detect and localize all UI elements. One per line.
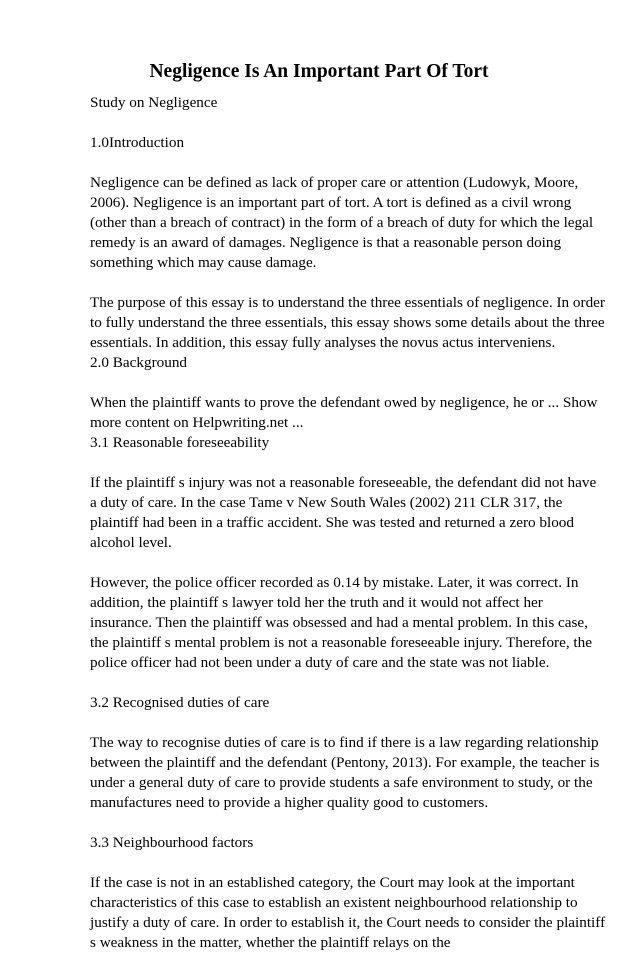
text-line: However, the police officer recorded as 0.14 by mistake. Later, it was correct. In	[90, 574, 579, 591]
text-line: 3.1 Reasonable foreseeability	[90, 434, 270, 451]
text-line: the plaintiff s mental problem is not a reasonable foreseeable injury. Therefore, the	[90, 634, 592, 651]
text-line: more content on Helpwriting.net ...	[90, 414, 304, 431]
text-line: insurance. Then the plaintiff was obsessed and had a mental problem. In this case,	[90, 614, 588, 631]
text-line: 1.0Introduction	[90, 134, 185, 151]
document-title: Negligence Is An Important Part Of Tort	[149, 61, 489, 82]
text-line: police officer had not been under a duty of care and the state was not liable.	[90, 654, 550, 671]
paragraph-gap	[90, 453, 590, 473]
text-line: essentials. In addition, this essay fully analyses the novus actus interveniens.	[90, 334, 556, 351]
paragraph-gap	[90, 273, 590, 293]
text-line: If the case is not in an established category, the Court may look at the important	[90, 874, 575, 891]
text-line: When the plaintiff wants to prove the defendant owed by negligence, he or ... Show	[90, 394, 598, 411]
text-line: Negligence can be defined as lack of proper care or attention (Ludowyk, Moore,	[90, 174, 579, 191]
text-line: characteristics of this case to establish an existent neighbourhood relationship to	[90, 894, 578, 911]
text-line: 2.0 Background	[90, 354, 188, 371]
document-body	[90, 93, 606, 953]
text-line: (other than a breach of contract) in the form of a breach of duty for which the legal	[90, 214, 594, 231]
paragraph-gap	[90, 373, 590, 393]
paragraph-gap	[90, 153, 590, 173]
text-line: The purpose of this essay is to understand the three essentials of negligence. In order	[90, 294, 605, 311]
paragraph-gap	[90, 673, 590, 693]
text-line: manufactures need to provide a higher quality good to customers.	[90, 794, 489, 811]
text-line: 3.3 Neighbourhood factors	[90, 834, 254, 851]
text-line: to fully understand the three essentials, this essay shows some details about the three	[90, 314, 605, 331]
text-line: plaintiff had been in a traffic accident. She was tested and returned a zero blood	[90, 514, 574, 531]
text-line: under a general duty of care to provide students a safe environment to study, or the	[90, 774, 593, 791]
text-line: addition, the plaintiff s lawyer told her the truth and it would not affect her	[90, 594, 543, 611]
paragraph-gap	[90, 553, 590, 573]
text-line: 2006). Negligence is an important part of tort. A tort is defined as a civil wrong	[90, 194, 572, 211]
text-line: The way to recognise duties of care is to find if there is a law regarding relationship	[90, 734, 599, 751]
paragraph-gap	[90, 853, 590, 873]
paragraph-gap	[90, 113, 590, 133]
text-line: If the plaintiff s injury was not a reasonable foreseeable, the defendant did not have	[90, 474, 597, 491]
text-line: justify a duty of care. In order to establish it, the Court needs to consider the plaintiff	[90, 914, 606, 931]
text-line: 3.2 Recognised duties of care	[90, 694, 270, 711]
paragraph-gap	[90, 713, 590, 733]
text-line: remedy is an award of damages. Negligence is that a reasonable person doing	[90, 234, 562, 251]
text-line: something which may cause damage.	[90, 254, 317, 271]
text-line: a duty of care. In the case Tame v New South Wales (2002) 211 CLR 317, the	[90, 494, 563, 511]
text-line: alcohol level.	[90, 534, 172, 551]
text-line: s weakness in the matter, whether the plaintiff relays on the	[90, 934, 451, 951]
paragraph-gap	[90, 813, 590, 833]
text-line: Study on Negligence	[90, 94, 218, 111]
text-line: between the plaintiff and the defendant (Pentony, 2013). For example, the teacher is	[90, 754, 600, 771]
